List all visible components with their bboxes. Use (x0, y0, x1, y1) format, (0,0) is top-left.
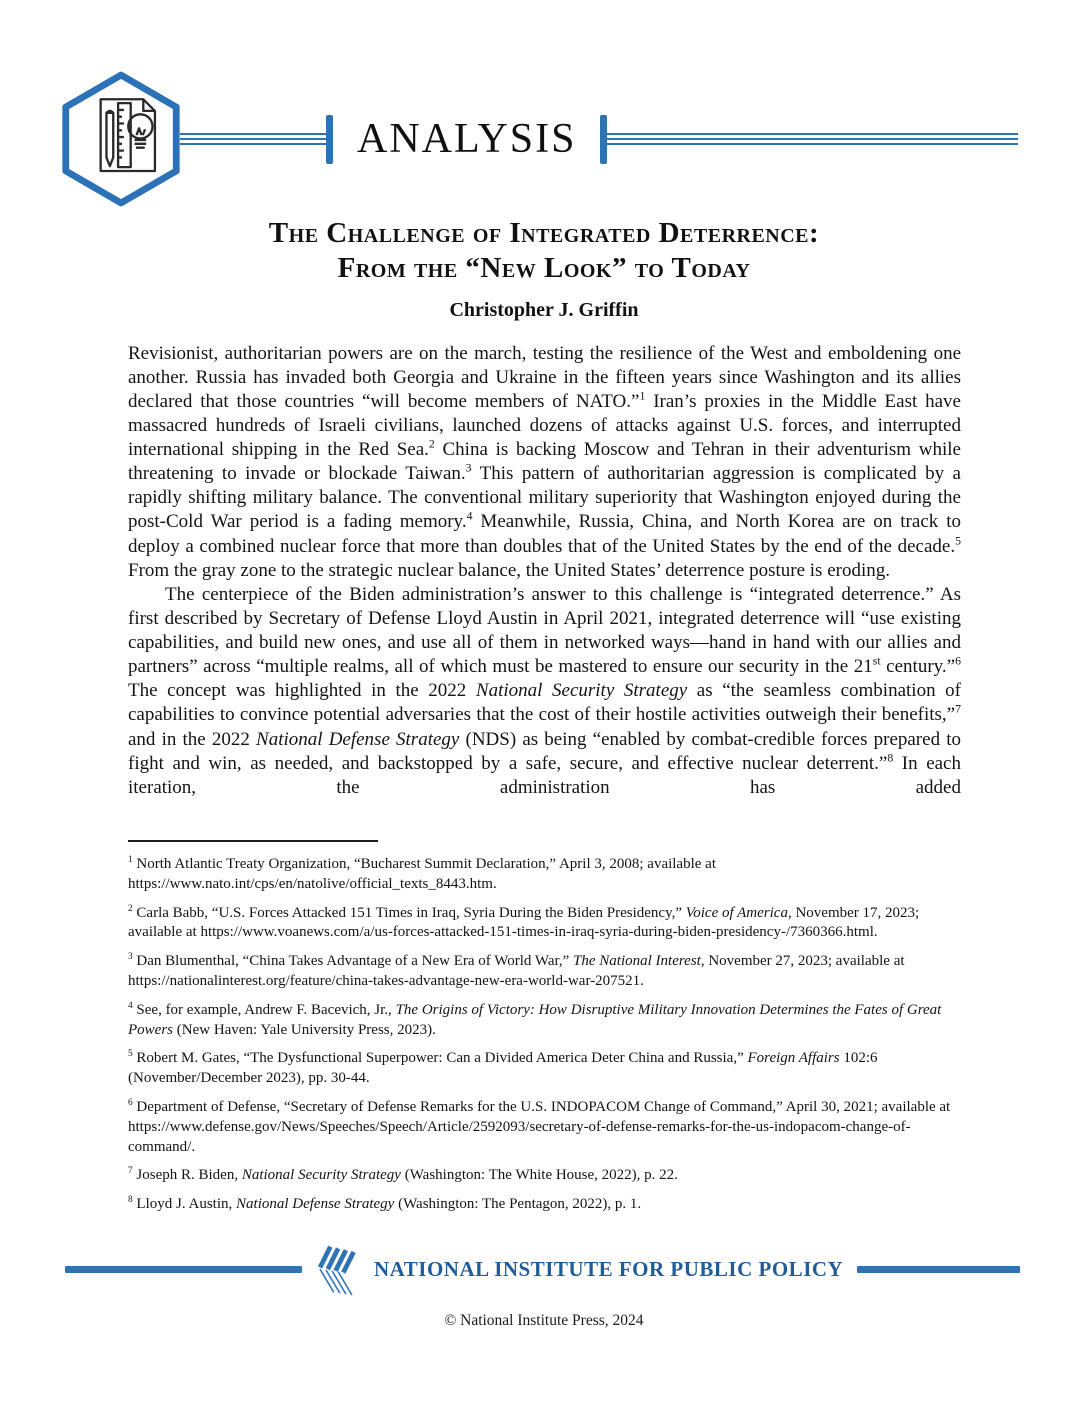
footnote (128, 904, 961, 944)
footnote-ref: st (872, 654, 881, 668)
text-run: Lloyd J. Austin, (136, 1196, 237, 1213)
text-run: The centerpiece of the Biden administration’s answer to this challenge is “integrated deterrence.” As first described by Secretary of Defense Lloyd Austin in April 2021, integrated deterrence will “use existing capabilities, and build new ones, and use all of them in networked ways—hand in hand with our allies and partners” across “multiple realms, all of which must be mastered to ensure our security in the 21 (128, 583, 961, 678)
footnote (128, 1001, 961, 1041)
text-run: (Washington: The White House, 2022), p. 22. (400, 1167, 678, 1184)
text-run: (NDS) as being “enabled by combat-credible forces prepared to fight and win, as needed, and backstopped by a safe, secure, and effective nuclear deterrent.” (128, 728, 961, 774)
text-run: , November 17, 2023; available at https://www.voanews.com/a/us-forces-attacked-151-times-in-iraq-syria-during-biden-presidency-/7360366.html. (128, 904, 920, 941)
text-run: Department of Defense, “Secretary of Defense Remarks for the U.S. INDOPACOM Change of Command,” April 30, 2021; available at https://www.defense.gov/News/Speeches/Speech/Article/2592093/secretary-of-defense-remarks-for-the-us-indopacom-change-of-command/. (128, 1098, 951, 1155)
text-run: (New Haven: Yale University Press, 2023). (173, 1021, 436, 1038)
text-run: century.” (880, 656, 956, 678)
document-title-line2: From the “New Look” to Today (337, 251, 751, 284)
author-name: Christopher J. Griffin (449, 298, 639, 321)
footnote (128, 855, 961, 895)
nipp-chevron-stripes-icon (314, 1241, 364, 1299)
footnote-ref: 1 (639, 389, 646, 403)
text-run: North Atlantic Treaty Organization, “Bucharest Summit Declaration,” April 3, 2008; available at https://www.nato.int/cps/en/natolive/official_texts_8443.htm. (128, 855, 716, 892)
italic-text: The National Interest (573, 953, 701, 970)
header-divider-bar-right (600, 115, 607, 164)
body-paragraphs (128, 342, 961, 800)
text-run: as “the seamless combination of capabilities to convince potential adversaries that the cost of their hostile activities outweigh their benefits,” (128, 680, 961, 726)
header-rule-left (180, 133, 326, 146)
footnote-ref: 4 (466, 510, 473, 524)
italic-text: National Defense Strategy (236, 1196, 395, 1213)
footnote-number: 8 (128, 1195, 133, 1206)
text-run: Meanwhile, Russia, China, and North Korea are on track to deploy a combined nuclear force that more than doubles that of the United States by the end of the decade. (128, 511, 961, 557)
text-run: The concept was highlighted in the 2022 (128, 680, 476, 702)
text-run: Iran’s proxies in the Middle East have massacred hundreds of Israeli civilians, launched dozens of attacks against U.S. forces, and interrupted international shipping in the Red Sea. (128, 390, 961, 461)
footnote-number: 7 (128, 1166, 133, 1177)
footnote (128, 1049, 961, 1089)
text-run: 102:6 (November/December 2023), pp. 30-44. (128, 1050, 878, 1087)
italic-text: Voice of America (685, 904, 788, 921)
document-title (0, 216, 1088, 286)
document-title-line1: The Challenge of Integrated Deterrence: (268, 217, 820, 249)
text-run: Robert M. Gates, “The Dysfunctional Superpower: Can a Divided America Deter China and Russia,” (136, 1050, 748, 1067)
organization-name: NATIONAL INSTITUTE FOR PUBLIC POLICY (374, 1257, 844, 1282)
text-run: China is backing Moscow and Tehran in their adventurism while threatening to invade or blockade Taiwan. (128, 439, 961, 485)
footnote-number: 3 (128, 952, 133, 963)
italic-text: The Origins of Victory: How Disruptive Military Innovation Determines the Fates of Great Powers (128, 1001, 942, 1038)
footnote-ref: 8 (887, 751, 894, 765)
footnote-ref: 7 (955, 703, 961, 717)
text-run: Joseph R. Biden, (136, 1167, 242, 1184)
footnote-number: 2 (128, 903, 133, 914)
footnote-number: 4 (128, 1000, 133, 1011)
analysis-banner-title: ANALYSIS (357, 116, 577, 162)
footnote (128, 952, 961, 992)
footnote-ref: 5 (955, 534, 961, 548)
footnote-number: 1 (128, 854, 133, 865)
italic-text: Foreign Affairs (747, 1050, 840, 1067)
italic-text: National Defense Strategy (256, 728, 460, 750)
footnote-number: 5 (128, 1049, 133, 1060)
text-run: and in the 2022 (128, 728, 257, 750)
footnote-ref: 3 (465, 461, 472, 475)
footnote-number: 6 (128, 1097, 133, 1108)
footnote-separator-rule (128, 840, 378, 842)
footnote (128, 1166, 961, 1186)
copyright-line: © National Institute Press, 2024 (444, 1311, 644, 1329)
header-divider-bar-left (326, 115, 333, 164)
text-run: (Washington: The Pentagon, 2022), p. 1. (394, 1196, 642, 1213)
italic-text: National Security Strategy (475, 680, 688, 702)
text-run: Revisionist, authoritarian powers are on the march, testing the resilience of the West and emboldening one another. Russia has invaded both Georgia and Ukraine in the fifteen years since Washington and its allies declared that those countries “will become members of NATO.” (128, 342, 961, 412)
text-run: From the gray zone to the strategic nuclear balance, the United States’ deterrence posture is eroding. (128, 559, 890, 581)
text-run: In each iteration, the administration has added (128, 752, 961, 798)
header-rule-right (607, 133, 1018, 146)
footnote (128, 1098, 961, 1157)
paragraph (128, 342, 961, 583)
text-run: This pattern of authoritarian aggression is complicated by a rapidly shifting military balance. The conventional military superiority that Washington enjoyed during the post-Cold War period is a fading memory. (128, 463, 961, 533)
text-run: Carla Babb, “U.S. Forces Attacked 151 Times in Iraq, Syria During the Biden Presidency,” (136, 904, 686, 921)
footnote-ref: 6 (955, 654, 961, 668)
footer-banner (65, 1241, 1020, 1299)
footnotes (128, 855, 961, 1215)
footnote (128, 1195, 961, 1215)
footer-rule-left (65, 1266, 302, 1273)
text-run: Dan Blumenthal, “China Takes Advantage of a New Era of World War,” (136, 953, 574, 970)
header-banner (0, 0, 1088, 208)
text-run: , November 27, 2023; available at https://nationalinterest.org/feature/china-takes-advantage-new-era-world-war-207521. (128, 953, 905, 989)
footnote-ref: 2 (428, 437, 435, 451)
text-run: See, for example, Andrew F. Bacevich, Jr., (136, 1001, 396, 1018)
hexagon-document-pencil-ruler-lightbulb-icon (58, 70, 184, 208)
footer-rule-right (857, 1266, 1020, 1273)
paragraph (128, 583, 961, 800)
italic-text: National Security Strategy (241, 1167, 401, 1184)
